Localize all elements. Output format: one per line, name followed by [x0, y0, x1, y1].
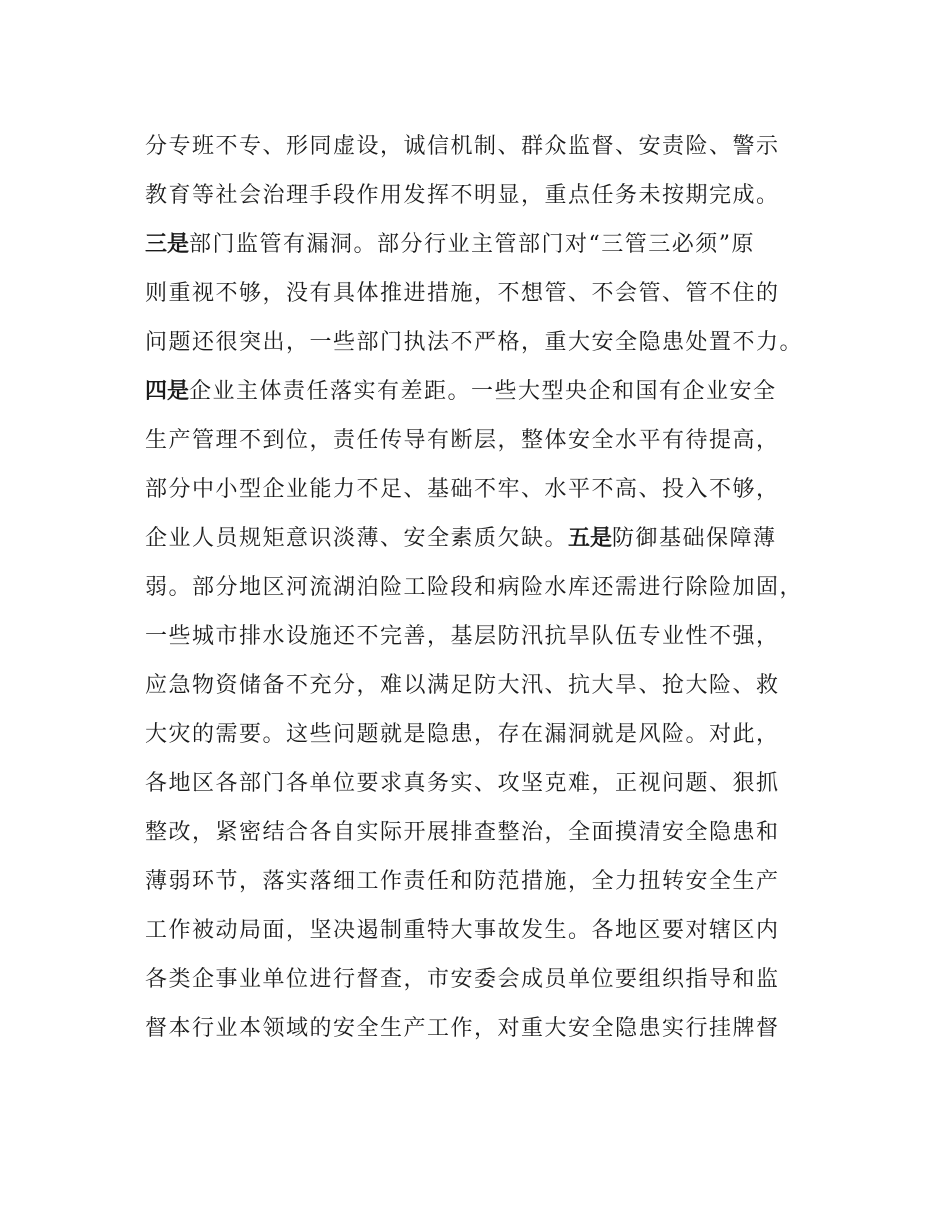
emphasis-lead: 四是 — [145, 379, 190, 404]
text-segment: 企业人员规矩意识淡薄、安全素质欠缺。 — [145, 526, 569, 551]
text-line — [145, 955, 835, 1004]
text-line — [145, 269, 835, 318]
text-segment: 企业主体责任落实有差距。一些大型央企和国有企业安全 — [189, 379, 777, 404]
text-segment: 督本行业本领域的安全生产工作，对重大安全隐患实行挂牌督 — [145, 1016, 780, 1041]
text-line — [145, 661, 835, 710]
text-segment: 应急物资储备不充分，难以满足防大汛、抗大旱、抢大险、救 — [145, 673, 780, 698]
text-line — [145, 906, 835, 955]
text-line — [145, 122, 835, 171]
text-line — [145, 171, 835, 220]
text-segment: 各类企事业单位进行督查，市安委会成员单位要组织指导和监 — [145, 967, 780, 992]
text-segment: 分专班不专、形同虚设，诚信机制、群众监督、安责险、警示 — [145, 134, 780, 159]
text-segment: 薄弱环节，落实落细工作责任和防范措施，全力扭转安全生产 — [145, 869, 780, 894]
text-line — [145, 416, 835, 465]
text-line — [145, 612, 835, 661]
text-segment: 整改，紧密结合各自实际开展排查整治，全面摸清安全隐患和 — [145, 820, 780, 845]
text-line — [145, 465, 835, 514]
text-segment: 防御基础保障薄 — [612, 526, 777, 551]
text-segment: 问题还很突出，一些部门执法不严格，重大安全隐患处置不力。 — [145, 330, 804, 355]
text-line — [145, 318, 835, 367]
text-line — [145, 857, 835, 906]
emphasis-lead: 五是 — [568, 526, 613, 551]
text-line — [145, 808, 835, 857]
text-line — [145, 759, 835, 808]
text-segment: 弱。部分地区河流湖泊险工险段和病险水库还需进行除险加固， — [145, 575, 804, 600]
text-line — [145, 514, 835, 563]
text-line — [145, 710, 835, 759]
text-line — [145, 1004, 835, 1053]
text-segment: 一些城市排水设施还不完善，基层防汛抗旱队伍专业性不强， — [145, 624, 780, 649]
text-line — [145, 563, 835, 612]
text-segment: 部门监管有漏洞。部分行业主管部门对“三管三必须”原 — [189, 232, 756, 257]
text-segment: 部分中小型企业能力不足、基础不牢、水平不高、投入不够， — [145, 477, 780, 502]
text-segment: 大灾的需要。这些问题就是隐患，存在漏洞就是风险。对此， — [145, 722, 780, 747]
body-text — [145, 122, 835, 1053]
text-segment: 工作被动局面，坚决遏制重特大事故发生。各地区要对辖区内 — [145, 918, 780, 943]
text-segment: 则重视不够，没有具体推进措施，不想管、不会管、管不住的 — [145, 281, 780, 306]
text-segment: 生产管理不到位，责任传导有断层，整体安全水平有待提高， — [145, 428, 780, 453]
text-line — [145, 367, 835, 416]
text-line — [145, 220, 835, 269]
text-segment: 教育等社会治理手段作用发挥不明显，重点任务未按期完成。 — [145, 183, 780, 208]
emphasis-lead: 三是 — [145, 232, 190, 257]
text-segment: 各地区各部门各单位要求真务实、攻坚克难，正视问题、狠抓 — [145, 771, 780, 796]
